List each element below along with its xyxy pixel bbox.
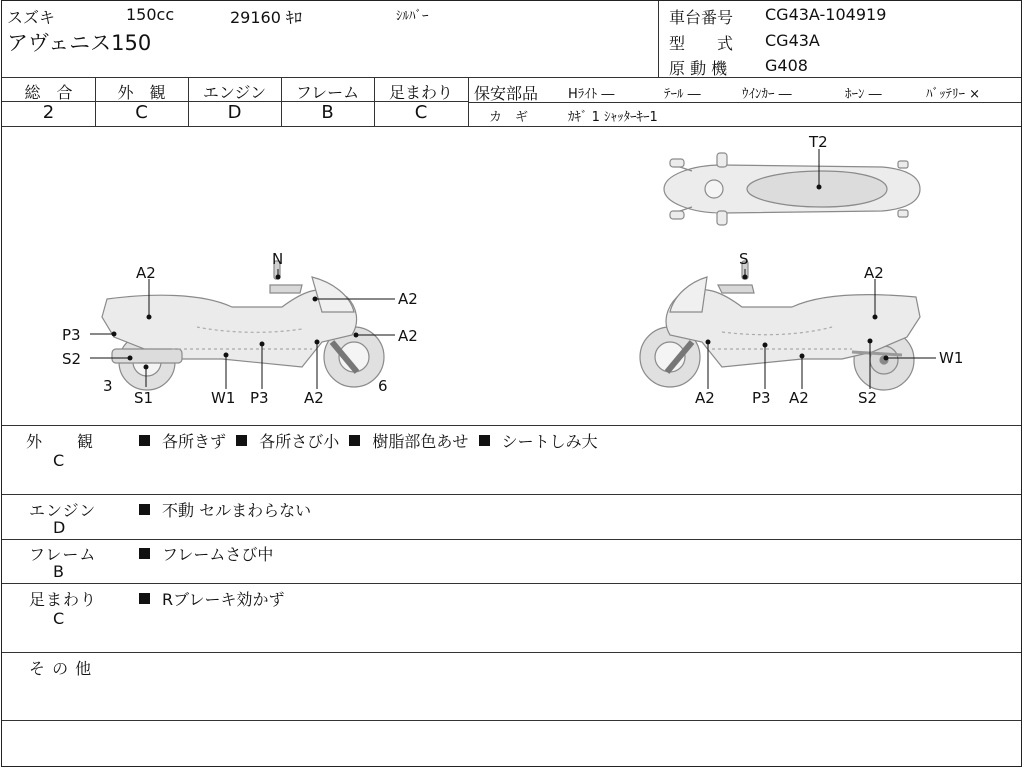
grade-exterior-value: C bbox=[135, 102, 148, 123]
note-frame-title: フレーム bbox=[29, 545, 97, 564]
notes-divider-3 bbox=[2, 583, 1021, 584]
notes-divider-4 bbox=[2, 652, 1021, 653]
left-label-A2-top: A2 bbox=[136, 264, 156, 282]
type-value: CG43A bbox=[765, 31, 820, 50]
chassis-label: 車台番号 bbox=[669, 8, 734, 27]
safety-mid-border bbox=[468, 102, 1021, 103]
maker-name: スズキ bbox=[7, 8, 56, 27]
safety-winker: ｳｲﾝｶｰ ― bbox=[742, 87, 792, 102]
left-label-S1: S1 bbox=[134, 389, 154, 407]
left-label-P3: P3 bbox=[62, 326, 81, 344]
scooter-top-view bbox=[664, 153, 920, 225]
safety-tail: ﾃｰﾙ ― bbox=[664, 87, 701, 102]
grade-overall-label: 総 合 bbox=[24, 83, 73, 102]
left-label-N: N bbox=[272, 250, 284, 268]
left-label-6: 6 bbox=[378, 377, 388, 395]
grade-suspension-label: 足まわり bbox=[388, 83, 453, 102]
left-label-A2-bottom: A2 bbox=[304, 389, 324, 407]
note-suspension-grade: C bbox=[53, 609, 66, 628]
safety-headlight: Hﾗｲﾄ ― bbox=[568, 87, 615, 102]
note-exterior-title: 外 観 bbox=[26, 432, 95, 451]
model-name: アヴェニス150 bbox=[7, 31, 152, 55]
label-T2: T2 bbox=[809, 133, 828, 151]
notes-top-border bbox=[2, 425, 1021, 426]
safety-battery: ﾊﾞｯﾃﾘｰ × bbox=[926, 87, 981, 102]
note-other-title: そ の 他 bbox=[29, 659, 93, 678]
inspection-sheet bbox=[1, 0, 1022, 767]
scooter-diagram bbox=[2, 127, 1021, 425]
note-frame-grade: B bbox=[53, 562, 65, 581]
right-label-A2-b2: A2 bbox=[789, 389, 809, 407]
grade-engine-label: エンジン bbox=[202, 83, 267, 102]
grade-exterior-label: 外 観 bbox=[117, 83, 166, 102]
left-label-3: 3 bbox=[103, 377, 113, 395]
right-label-S: S bbox=[739, 250, 749, 268]
mileage: 29160 ｷﾛ bbox=[230, 8, 302, 27]
color-name: ｼﾙﾊﾞｰ bbox=[396, 9, 429, 24]
left-label-A2-right1: A2 bbox=[398, 290, 418, 308]
note-exterior-grade: C bbox=[53, 451, 66, 470]
grade-overall-value: 2 bbox=[42, 102, 55, 123]
grade-suspension-value: C bbox=[414, 102, 428, 123]
right-label-S2: S2 bbox=[858, 389, 878, 407]
note-suspension-title: 足まわり bbox=[29, 590, 98, 609]
header-divider bbox=[658, 1, 659, 77]
left-label-W1: W1 bbox=[211, 389, 236, 407]
note-frame-items: フレームさび中 bbox=[139, 542, 273, 565]
grade-frame-value: B bbox=[321, 102, 334, 123]
engine-model-label: 原 動 機 bbox=[669, 59, 728, 78]
safety-label: 保安部品 bbox=[474, 84, 539, 103]
engine-model-value: G408 bbox=[765, 56, 808, 75]
type-label: 型 式 bbox=[669, 34, 734, 53]
right-label-A2-b1: A2 bbox=[695, 389, 715, 407]
note-engine-grade: D bbox=[53, 518, 67, 537]
key-value: ｶｷﾞ 1 ｼｬｯﾀｰｷｰ1 bbox=[568, 110, 658, 125]
note-engine-title: エンジン bbox=[29, 501, 97, 520]
grade-top-border bbox=[2, 77, 1021, 78]
right-label-W1: W1 bbox=[939, 349, 964, 367]
grade-col-div-5 bbox=[468, 77, 469, 126]
grade-frame-label: フレーム bbox=[295, 83, 360, 102]
notes-divider-1 bbox=[2, 494, 1021, 495]
notes-divider-2 bbox=[2, 539, 1021, 540]
note-engine-items: 不動 セルまわらない bbox=[139, 498, 311, 521]
key-label: カ ギ bbox=[489, 110, 529, 125]
left-label-A2-right2: A2 bbox=[398, 327, 418, 345]
chassis-value: CG43A-104919 bbox=[765, 5, 887, 24]
right-label-P3: P3 bbox=[752, 389, 771, 407]
note-exterior-items: 各所きず 各所さび小 樹脂部色あせ シートしみ大 bbox=[139, 429, 598, 452]
displacement: 150cc bbox=[126, 5, 175, 24]
left-label-P3-bottom: P3 bbox=[250, 389, 269, 407]
note-suspension-items: Rブレーキ効かず bbox=[139, 587, 284, 610]
safety-horn: ﾎｰﾝ ― bbox=[845, 87, 882, 102]
grade-engine-value: D bbox=[227, 102, 242, 123]
left-label-S2: S2 bbox=[62, 350, 82, 368]
notes-divider-5 bbox=[2, 720, 1021, 721]
right-label-A2-top: A2 bbox=[864, 264, 884, 282]
